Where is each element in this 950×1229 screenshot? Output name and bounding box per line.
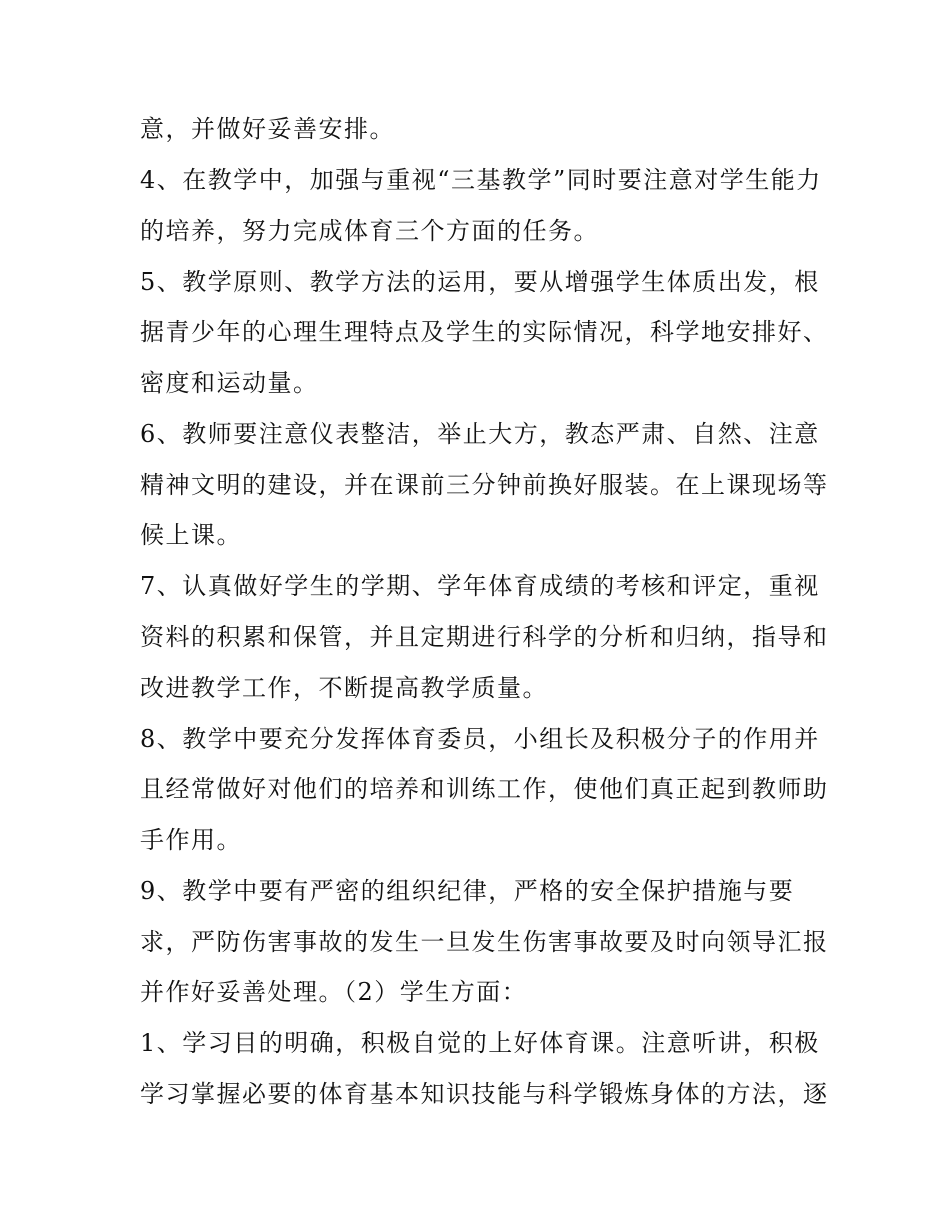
text-line: 密度和运动量。 bbox=[140, 369, 319, 397]
text-line: 6、教师要注意仪表整洁，举止大方，教态严肃、自然、注意 bbox=[140, 420, 820, 448]
text-line: 据青少年的心理生理特点及学生的实际情况，科学地安排好、 bbox=[140, 318, 829, 346]
text-line: 的培养，努力完成体育三个方面的任务。 bbox=[140, 217, 599, 245]
text-line: 4、在教学中，加强与重视“三基教学”同时要注意对学生能力 bbox=[140, 166, 822, 194]
text-line: 1、学习目的明确，积极自觉的上好体育课。注意听讲，积极 bbox=[140, 1029, 820, 1057]
text-line: 候上课。 bbox=[140, 521, 242, 549]
text-line: 7、认真做好学生的学期、学年体育成绩的考核和评定，重视 bbox=[140, 572, 820, 600]
text-line: 且经常做好对他们的培养和训练工作，使他们真正起到教师助 bbox=[140, 775, 829, 803]
text-line: 资料的积累和保管，并且定期进行科学的分析和归纳，指导和 bbox=[140, 623, 829, 651]
text-line: 手作用。 bbox=[140, 826, 242, 854]
text-line: 求，严防伤害事故的发生一旦发生伤害事故要及时向领导汇报 bbox=[140, 928, 829, 956]
text-line: 改进教学工作，不断提高教学质量。 bbox=[140, 674, 548, 702]
text-line: 精神文明的建设，并在课前三分钟前换好服装。在上课现场等 bbox=[140, 471, 829, 499]
text-line: 8、教学中要充分发挥体育委员，小组长及积极分子的作用并 bbox=[140, 725, 820, 753]
text-line: 9、教学中要有严密的组织纪律，严格的安全保护措施与要 bbox=[140, 877, 795, 905]
text-line: 学习掌握必要的体育基本知识技能与科学锻炼身体的方法，逐 bbox=[140, 1080, 829, 1108]
text-line: 意，并做好妥善安排。 bbox=[140, 115, 395, 143]
text-line: 5、教学原则、教学方法的运用，要从增强学生体质出发，根 bbox=[140, 268, 820, 296]
text-line: 并作好妥善处理。（2）学生方面： bbox=[140, 978, 528, 1006]
